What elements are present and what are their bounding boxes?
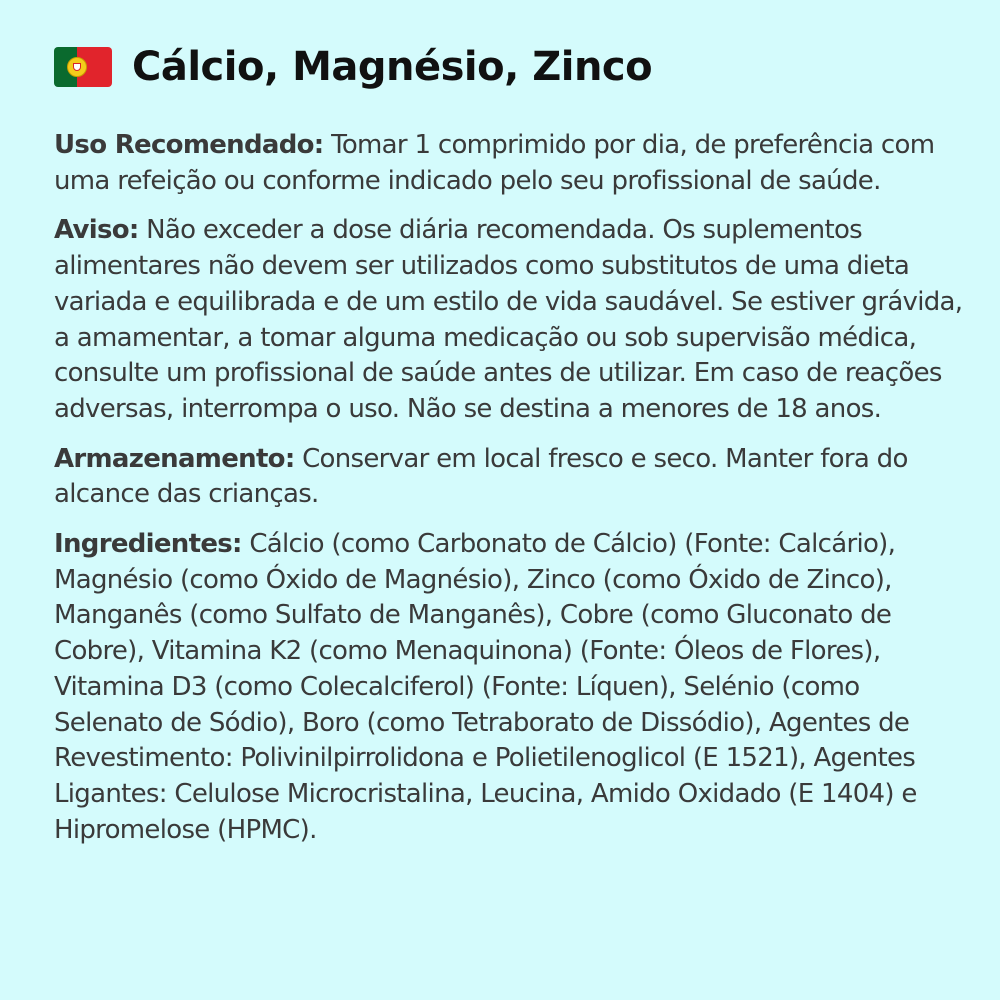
section-storage-label: Armazenamento: (54, 443, 295, 474)
section-usage-label: Uso Recomendado: (54, 130, 324, 160)
section-warning-text: Não exceder a dose diária recomendada. Os suplementos alimentares não devem ser utilizados como substitutos de uma dieta variada e equilibrada e de um estilo de vida saudável. Se estiver grávida, a amamentar, a tomar alguma medicação ou sob supervisão médica, consulte um profissional de saúde antes de utilizar. Em caso de reações adversas, interrompa o uso. Não se destina a menores de 18 anos. (54, 215, 963, 424)
section-warning-label: Aviso: (54, 215, 139, 246)
section-ingredients-text: Cálcio (como Carbonato de Cálcio) (Fonte: Calcário), Magnésio (como Óxido de Magnésio), Zinco (como Óxido de Zinco), Manganês (como Sulfato de Manganês), Cobre (como Gluconato de Cobre), Vitamina K2 (como Menaquinona) (Fonte: Óleos de Flores), Vitamina D3 (como Colecalciferol) (Fonte: Líquen), Selénio (como Selenato de Sódio), Boro (como Tetraborato de Dissódio), Agentes de Revestimento: Polivinilpirrolidona e Polietilenoglicol (E 1521), Agentes Ligantes: Celulose Microcristalina, Leucina, Amido Oxidado (E 1404) e Hipromelose (HPMC). (54, 529, 917, 845)
page-title: Cálcio, Magnésio, Zinco (132, 44, 653, 90)
portugal-flag-icon (54, 47, 112, 87)
section-ingredients (54, 527, 969, 848)
section-storage-text: Conservar em local fresco e seco. Manter fora do alcance das crianças. (54, 443, 908, 510)
label-content (54, 128, 969, 862)
section-warning (54, 213, 969, 427)
section-ingredients-label: Ingredientes: (54, 529, 242, 560)
section-usage-text: Tomar 1 comprimido por dia, de preferência com uma refeição ou conforme indicado pelo seu profissional de saúde. (54, 130, 935, 196)
section-usage (54, 128, 969, 199)
section-storage (54, 442, 969, 513)
header (54, 44, 652, 90)
